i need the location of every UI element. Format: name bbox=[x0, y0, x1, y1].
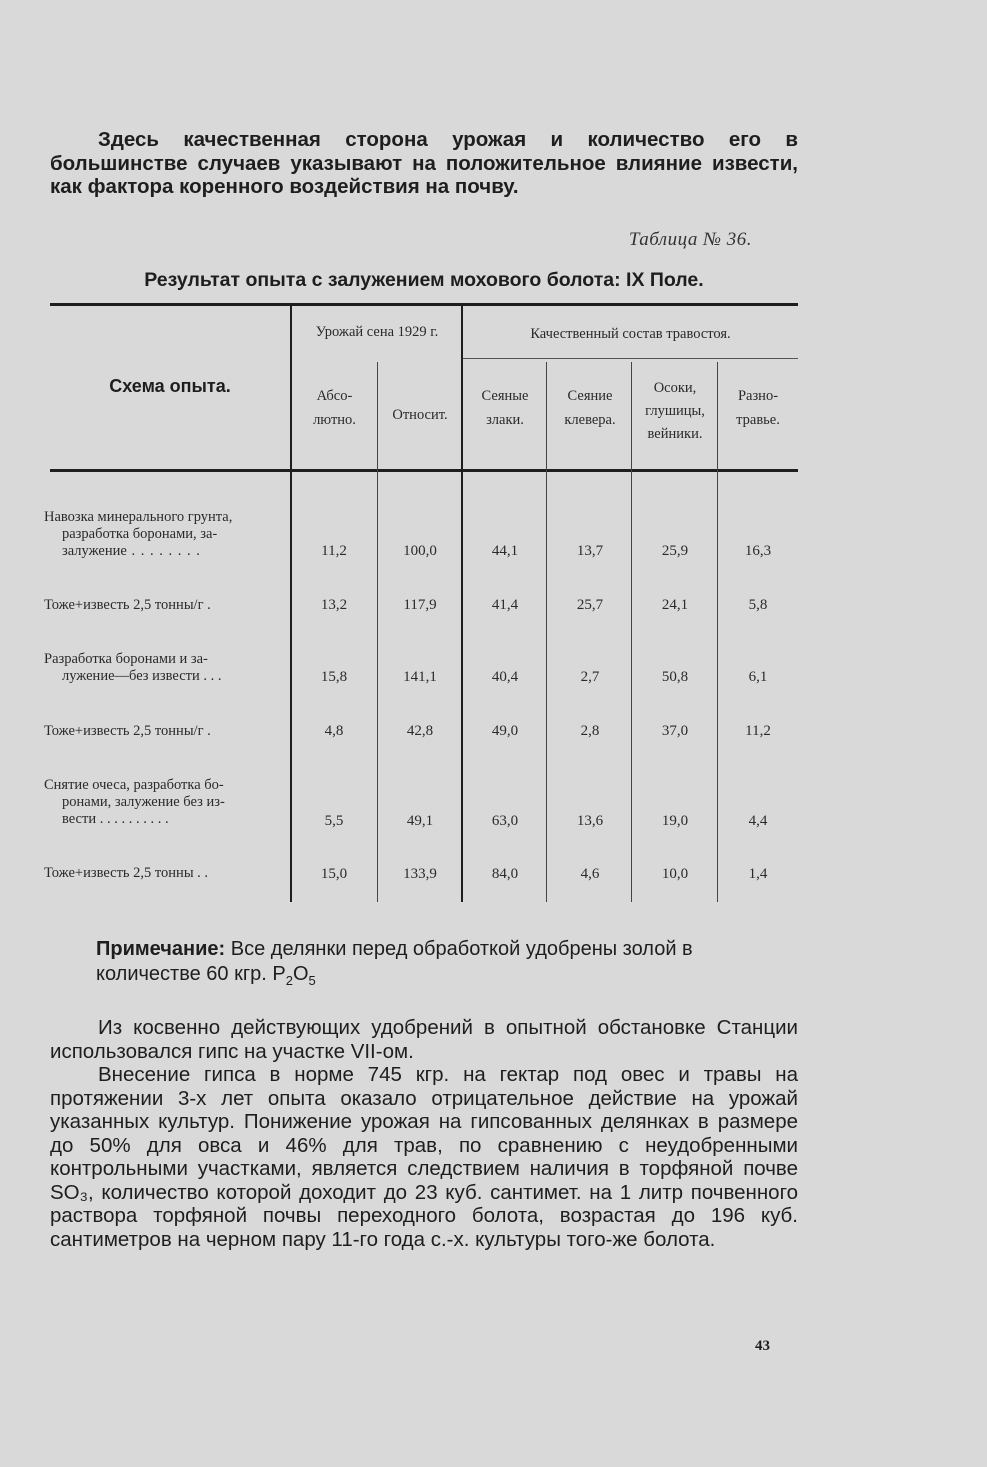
table-top-rule bbox=[50, 303, 798, 306]
row2-sown-clover: 25,7 bbox=[576, 597, 604, 613]
note-formula-sub5: 5 bbox=[308, 973, 316, 988]
row-label-4-line1: Тоже+известь 2,5 тонны/г . bbox=[44, 723, 211, 739]
row5-relative: 49,1 bbox=[406, 813, 434, 829]
row3-sown-clover: 2,7 bbox=[580, 669, 600, 685]
row2-absolute: 13,2 bbox=[320, 597, 348, 613]
row2-relative: 117,9 bbox=[403, 597, 437, 613]
header-absolute-line2: лютно. bbox=[313, 412, 356, 428]
row1-sown-grasses: 44,1 bbox=[491, 543, 519, 559]
row-label-5 bbox=[44, 777, 284, 828]
row5-sown-grasses: 63,0 bbox=[491, 813, 519, 829]
header-sedges-line1: Осоки, bbox=[653, 380, 697, 396]
header-forbs-line2: травье. bbox=[736, 412, 780, 428]
header-sown-clover-line1: Сеяние bbox=[567, 388, 613, 404]
row-label-1-line1: Навозка минерального грунта, bbox=[44, 509, 233, 525]
header-sedges bbox=[633, 377, 717, 446]
row5-absolute: 5,5 bbox=[324, 813, 344, 829]
note-text: Все делянки перед обработкой удобрены золой в количестве 60 кгр. bbox=[96, 938, 693, 985]
row-label-1 bbox=[44, 509, 284, 560]
header-forbs-line1: Разно- bbox=[737, 388, 779, 404]
page-number: 43 bbox=[755, 1338, 770, 1354]
header-sown-grasses-line2: злаки. bbox=[486, 412, 524, 428]
intro-paragraph: Здесь качественная сторона урожая и количество его в большинстве случаев указывают на положительное влияние извести, как фактора коренного воздействия на почву. bbox=[50, 128, 798, 198]
row1-sown-clover: 13,7 bbox=[576, 543, 604, 559]
header-sedges-line3: вейники. bbox=[647, 426, 703, 442]
row4-sown-clover: 2,8 bbox=[580, 723, 600, 739]
row6-sown-clover: 4,6 bbox=[580, 866, 600, 882]
row3-sown-grasses: 40,4 bbox=[491, 669, 519, 685]
header-sown-grasses bbox=[463, 384, 547, 432]
table-subheader-rule bbox=[462, 358, 798, 359]
row-label-3-line1: Разработка боронами и за- bbox=[44, 651, 208, 667]
gypsum-intro-paragraph: Из косвенно действующих удобрений в опытной обстановке Станции использовался гипс на участке VII-ом. bbox=[50, 1016, 798, 1063]
row6-relative: 133,9 bbox=[403, 866, 437, 882]
row1-absolute: 11,2 bbox=[321, 543, 347, 559]
row-label-6 bbox=[44, 865, 284, 882]
header-sown-clover-line2: клевера. bbox=[564, 412, 616, 428]
row6-sown-grasses: 84,0 bbox=[491, 866, 519, 882]
row4-absolute: 4,8 bbox=[324, 723, 344, 739]
row2-sedges: 24,1 bbox=[661, 597, 689, 613]
row-label-2 bbox=[44, 597, 284, 614]
row3-forbs: 6,1 bbox=[748, 669, 768, 685]
row-label-5-line3: вести . . . . . . . . . . bbox=[62, 811, 169, 827]
row5-sown-clover: 13,6 bbox=[576, 813, 604, 829]
row-label-1-line3: залужение . . . bbox=[44, 543, 284, 560]
row6-absolute: 15,0 bbox=[320, 866, 348, 882]
row-label-2-line1: Тоже+известь 2,5 тонны/г . bbox=[44, 597, 211, 613]
note-label: Примечание: bbox=[96, 938, 226, 960]
row-label-3-line2: лужение—без извести . . . bbox=[62, 668, 222, 684]
header-relative: Относит. bbox=[392, 407, 448, 423]
row5-forbs: 4,4 bbox=[748, 813, 768, 829]
row1-sedges: 25,9 bbox=[661, 543, 689, 559]
row6-forbs: 1,4 bbox=[748, 866, 768, 882]
header-yield-group: Урожай сена 1929 г. bbox=[315, 324, 439, 340]
row2-sown-grasses: 41,4 bbox=[491, 597, 519, 613]
table-header-bottom-rule bbox=[50, 469, 798, 472]
row-label-5-line1: Снятие очеса, разработка бо- bbox=[44, 777, 224, 793]
row6-sedges: 10,0 bbox=[661, 866, 689, 882]
gypsum-effect-paragraph: Внесение гипса в норме 745 кгр. на гектар под овес и травы на протяжении 3-х лет опыта оказало отрицательное действие на урожай указанных культур. Понижение урожая на гипсованных делянках в размере до 50% для овса и 46% для трав, по сравнению с неудобренными контрольными участками, является следствием наличия в торфяной почве SO₃, количество которой доходит до 23 куб. сантимет. на 1 литр почвенного раствора торфяной почвы переходного болота, возрастая до 196 куб. сантиметров на черном пару 11-го года с.-х. культуры того-же болота. bbox=[50, 1063, 798, 1251]
row4-sedges: 37,0 bbox=[661, 723, 689, 739]
row1-forbs: 16,3 bbox=[744, 543, 772, 559]
table-label: Таблица № 36. bbox=[628, 229, 752, 250]
row-label-1-line2: разработка боронами, за- bbox=[62, 526, 218, 542]
table-title: Результат опыта с залужением мохового болота: IX Поле. bbox=[144, 269, 704, 291]
row3-relative: 141,1 bbox=[403, 669, 437, 685]
header-sown-clover bbox=[548, 384, 632, 432]
header-forbs bbox=[718, 384, 798, 432]
row-label-4 bbox=[44, 723, 284, 740]
row3-absolute: 15,8 bbox=[320, 669, 348, 685]
row1-relative: 100,0 bbox=[403, 543, 437, 559]
table-note bbox=[96, 937, 798, 993]
row4-relative: 42,8 bbox=[406, 723, 434, 739]
row-label-5-line2: ронами, залужение без из- bbox=[62, 794, 225, 810]
header-scheme: Схема опыта. bbox=[109, 376, 231, 396]
header-sedges-line2: глушицы, bbox=[645, 403, 705, 419]
row-label-6-line1: Тоже+известь 2,5 тонны . . bbox=[44, 865, 209, 881]
note-formula-o: O bbox=[292, 963, 309, 985]
note-formula-sub2: 2 bbox=[285, 973, 293, 988]
row2-forbs: 5,8 bbox=[748, 597, 768, 613]
row5-sedges: 19,0 bbox=[661, 813, 689, 829]
row3-sedges: 50,8 bbox=[661, 669, 689, 685]
note-formula-p: P bbox=[272, 963, 286, 985]
header-sown-grasses-line1: Сеяные bbox=[481, 388, 529, 404]
header-absolute-line1: Абсо- bbox=[316, 388, 353, 404]
header-composition-group: Качественный состав травостоя. bbox=[530, 326, 731, 342]
row-label-3 bbox=[44, 651, 284, 685]
note-formula bbox=[272, 963, 316, 988]
row4-sown-grasses: 49,0 bbox=[491, 723, 519, 739]
header-absolute bbox=[292, 384, 377, 432]
row4-forbs: 11,2 bbox=[745, 723, 771, 739]
